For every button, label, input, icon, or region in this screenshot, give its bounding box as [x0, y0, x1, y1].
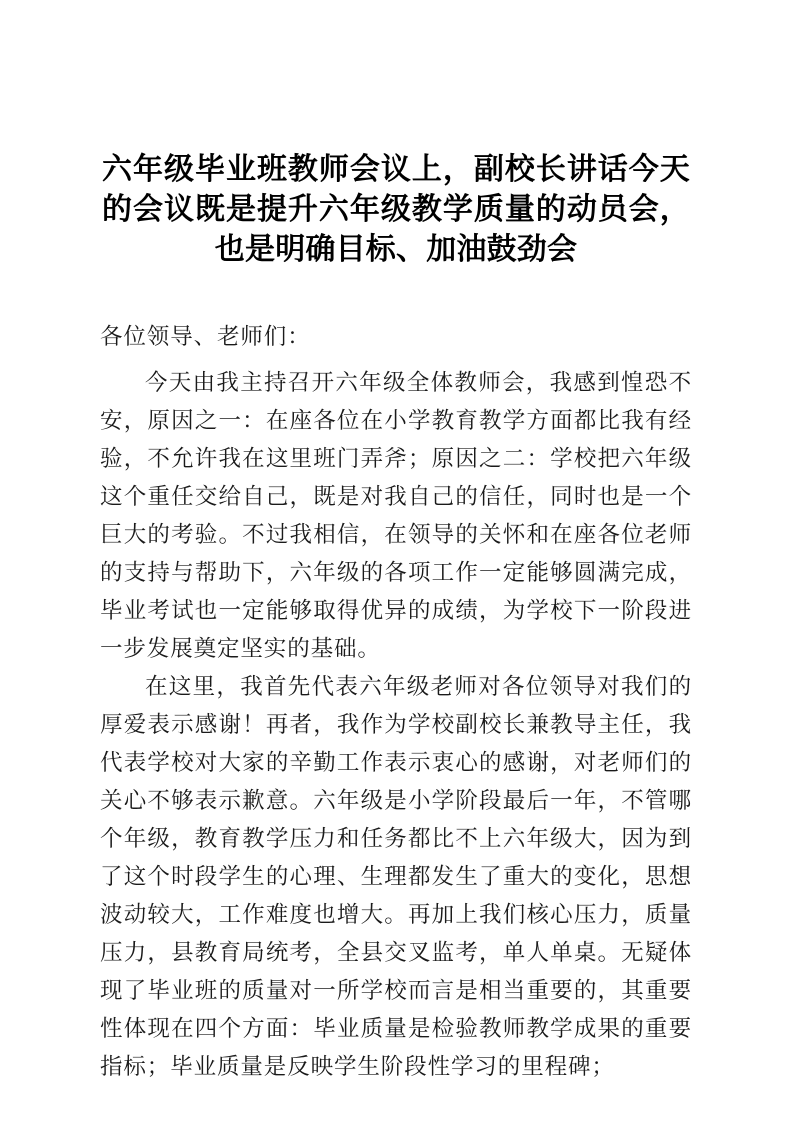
body-paragraph-2: 在这里，我首先代表六年级老师对各位领导对我们的厚爱表示感谢！再者，我作为学校副校长兼教导主任，我代表学校对大家的辛勤工作表示衷心的感谢，对老师们的关心不够表示歉意。六年级是小学阶段最后一年，不管哪个年级，教育教学压力和任务都比不上六年级大，因为到了这个时段学生的心理、生理都发生了重大的变化，思想波动较大，工作难度也增大。再加上我们核心压力，质量压力，县教育局统考，全县交叉监考，单人单桌。无疑体现了毕业班的质量对一所学校而言是相当重要的，其重要性体现在四个方面：毕业质量是检验教师教学成果的重要指标；毕业质量是反映学生阶段性学习的里程碑； [100, 674, 692, 1079]
page-title: 六年级毕业班教师会议上，副校长讲话今天的会议既是提升六年级教学质量的动员会，也是明确目标、加油鼓劲会 [102, 153, 690, 266]
document-content [100, 150, 692, 1086]
body-paragraph-1: 今天由我主持召开六年级全体教师会，我感到惶恐不安，原因之一：在座各位在小学教育教学方面都比我有经验，不允许我在这里班门弄斧；原因之二：学校把六年级这个重任交给自己，既是对我自己的信任，同时也是一个巨大的考验。不过我相信，在领导的关怀和在座各位老师的支持与帮助下，六年级的各项工作一定能够圆满完成，毕业考试也一定能够取得优异的成绩，为学校下一阶段进一步发展奠定坚实的基础。 [100, 370, 692, 661]
paragraph-spacer [100, 356, 692, 364]
salutation-line: 各位领导、老师们： [100, 324, 311, 349]
